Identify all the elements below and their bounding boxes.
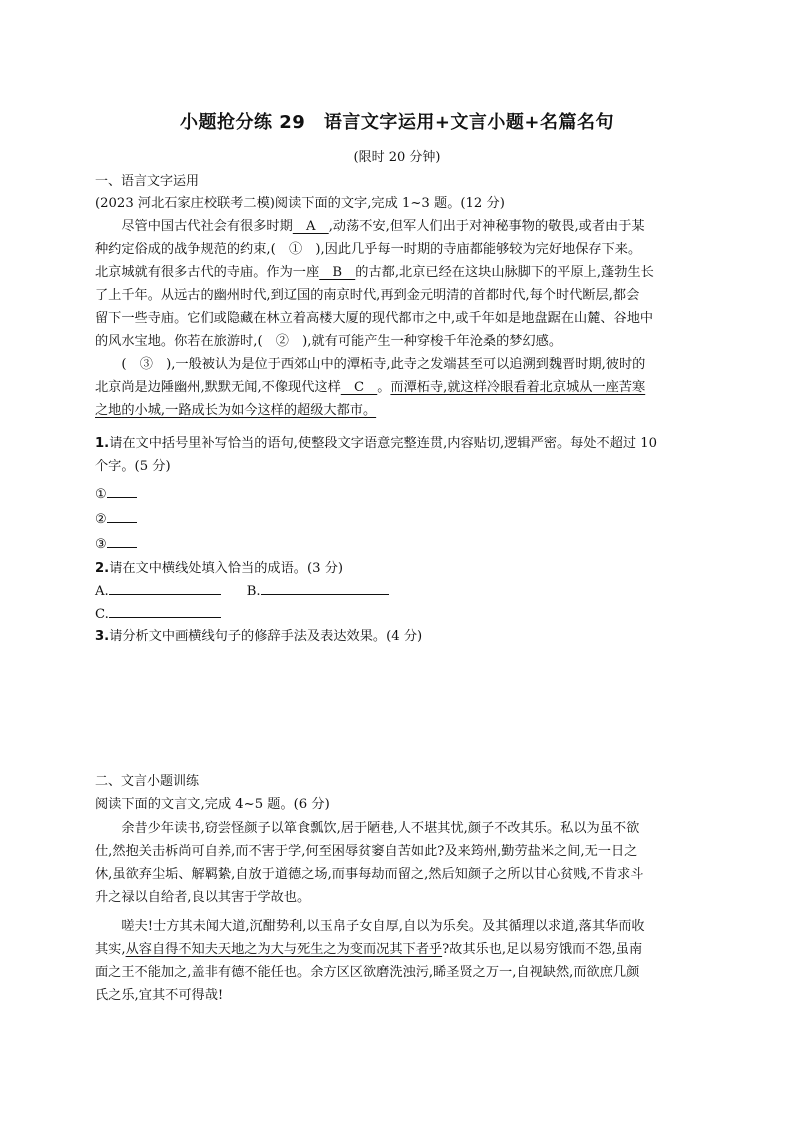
classical-line-4: 升之禄以自给者,良以其害于学故也。 — [95, 890, 311, 905]
classical-line-5: 嗟夫!士方其未闻大道,沉酣势利,以玉帛子女自厚,自以为乐矣。及其循理以求道,落其华而收 — [95, 919, 645, 934]
answer-line-ab — [95, 582, 389, 601]
passage-line-6: 的风水宝地。你若在旅游时,( ② ),就有可能产生一种穿梭千年沧桑的梦幻感。 — [95, 334, 563, 349]
answer-line-2 — [95, 510, 137, 529]
blank-b: B — [319, 265, 356, 280]
answer-label: A. — [95, 584, 109, 599]
classical-line-6 — [95, 941, 642, 959]
passage-text: 北京尚是边陲幽州,默默无闻,不像现代这样 — [95, 380, 341, 395]
classical-line-8: 氏之乐,宜其不可得哉! — [95, 988, 224, 1003]
passage-line-8 — [95, 379, 645, 397]
answer-label: ② — [95, 512, 107, 527]
blank-c: C — [340, 380, 378, 395]
blank-a: A — [292, 219, 329, 234]
question-1-cont: 个字。(5 分) — [95, 459, 171, 474]
section1-heading: 一、语言文字运用 — [95, 174, 200, 189]
question-1 — [95, 435, 657, 453]
answer-blank[interactable] — [107, 510, 137, 523]
passage-text: 尽管中国古代社会有很多时期 — [95, 219, 293, 234]
section2-intro: 阅读下面的文言文,完成 4~5 题。(6 分) — [95, 797, 330, 812]
answer-blank[interactable] — [261, 582, 389, 595]
passage-text: 的古都,北京已经在这块山脉脚下的平原上,蓬勃生长 — [355, 265, 654, 280]
passage-text: 北京城就有很多古代的寺庙。作为一座 — [95, 265, 320, 280]
passage-line-7: ( ③ ),一般被认为是位于西郊山中的潭柘寺,此寺之发端甚至可以追溯到魏晋时期,彼时的 — [95, 357, 646, 372]
passage-line-2: 种约定俗成的战争规范的约束,( ① ),因此几乎每一时期的寺庙都能够较为完好地保存下来。 — [95, 242, 642, 257]
question-number: 1. — [95, 436, 110, 451]
answer-label: C. — [95, 607, 109, 622]
classical-line-3: 休,虽欲弃尘垢、解羁絷,自放于道德之场,而事每劫而留之,然后知颜子之所以甘心贫贱,不肯求斗 — [95, 867, 644, 882]
classical-text: 其实, — [95, 942, 126, 957]
passage-line-3 — [95, 264, 654, 282]
underlined-sentence: 从容自得不知夫天地之为大与死生之为变而况其下者乎 — [125, 942, 443, 957]
classical-line-1: 余昔少年读书,窃尝怪颜子以箪食瓢饮,居于陋巷,人不堪其忧,颜子不改其乐。私以为虽不欲 — [95, 821, 640, 836]
answer-blank[interactable] — [109, 582, 221, 595]
section2-heading: 二、文言小题训练 — [95, 774, 200, 789]
time-limit: (限时 20 分钟) — [353, 150, 441, 165]
passage-line-5: 留下一些寺庙。它们或隐藏在林立着高楼大厦的现代都市之中,或千年如是地盘踞在山麓、谷地中 — [95, 311, 654, 326]
answer-label: ③ — [95, 537, 107, 552]
question-2 — [95, 560, 343, 578]
passage-text: 。 — [377, 380, 391, 395]
classical-line-7: 面之王不能加之,盖非有德不能任也。余方区区欲磨洗浊污,睎圣贤之万一,自视缺然,而欲庶几颜 — [95, 965, 640, 980]
answer-line-c — [95, 605, 221, 624]
question-text: 请在文中括号里补写恰当的语句,使整段文字语意完整连贯,内容贴切,逻辑严密。每处不超过 10 — [109, 436, 658, 451]
question-3 — [95, 628, 422, 646]
answer-line-3 — [95, 535, 137, 554]
passage-line-1 — [95, 218, 645, 236]
answer-line-1 — [95, 485, 137, 504]
answer-blank[interactable] — [109, 605, 221, 618]
classical-text: ?故其乐也,足以易穷饿而不怨,虽南 — [442, 942, 643, 957]
question-text: 请分析文中画横线句子的修辞手法及表达效果。(4 分) — [109, 629, 423, 644]
passage-line-9 — [95, 402, 376, 420]
underlined-sentence: 之地的小城,一路成长为如今这样的超级大都市。 — [95, 403, 377, 418]
question-number: 2. — [95, 561, 110, 576]
answer-blank[interactable] — [107, 535, 137, 548]
classical-line-2: 仕,然抱关击柝尚可自养,而不害于学,何至困辱贫窭自苦如此?及来筠州,勤劳盐米之间,无一日之 — [95, 844, 638, 859]
answer-label: ① — [95, 487, 107, 502]
answer-blank[interactable] — [107, 485, 137, 498]
question-number: 3. — [95, 629, 110, 644]
section1-source: (2023 河北石家庄校联考二模)阅读下面的文字,完成 1~3 题。(12 分) — [95, 196, 505, 211]
passage-line-4: 了上千年。从远古的幽州时代,到辽国的南京时代,再到金元明清的首都时代,每个时代断层,都会 — [95, 288, 640, 303]
question-text: 请在文中横线处填入恰当的成语。(3 分) — [109, 561, 344, 576]
passage-text: ,动荡不安,但军人们出于对神秘事物的敬畏,或者由于某 — [328, 219, 645, 234]
page-title: 小题抢分练 29 语言文字运用+文言小题+名篇名句 — [180, 112, 614, 133]
underlined-sentence: 而潭柘寺,就这样冷眼看着北京城从一座苦寒 — [390, 380, 646, 395]
answer-label: B. — [246, 584, 261, 599]
